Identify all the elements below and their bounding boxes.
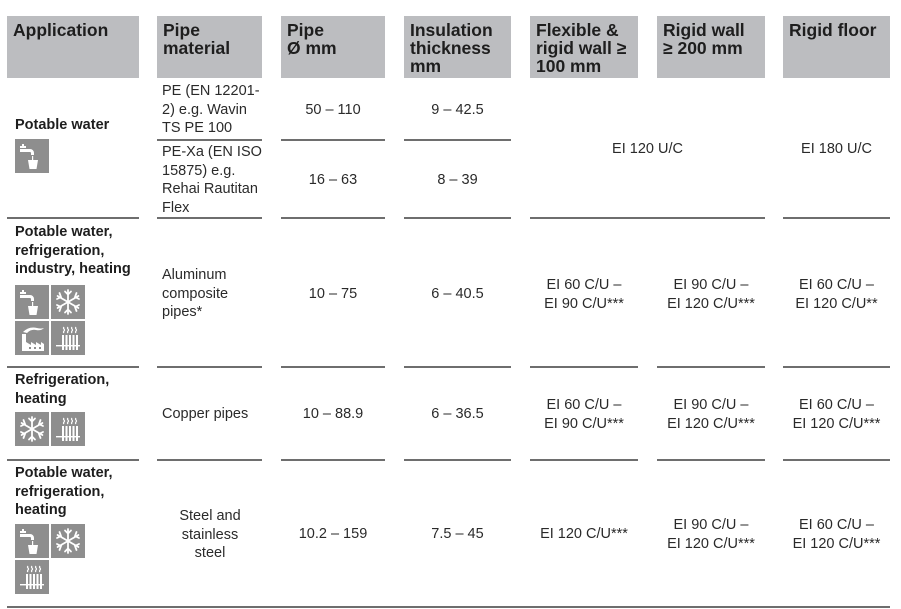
rating-line: EI 90 C/U*** xyxy=(544,295,624,312)
row-2-rigid-wall xyxy=(657,276,765,313)
row-1-wall-rating: EI 120 U/C xyxy=(612,141,683,157)
header-rigid-floor xyxy=(783,16,890,78)
row-divider xyxy=(657,366,765,368)
row-divider xyxy=(783,459,890,461)
rating-line: EI 120 C/U*** xyxy=(792,415,881,432)
row-1b-material: PE-Xa (EN ISO 15875) e.g. Rehai Rautitan Flex xyxy=(162,144,262,216)
row-2-material: Aluminum composite pipes* xyxy=(162,267,229,320)
rating-line: EI 120 C/U** xyxy=(795,295,878,312)
row-2-diameter: 10 – 75 xyxy=(308,286,358,302)
header-label: 100 mm xyxy=(536,56,602,76)
radiator-icon xyxy=(51,321,85,355)
row-4-rigid-floor xyxy=(783,516,890,553)
row-4-material: Steel and stainless steel xyxy=(179,508,241,561)
header-label: Pipe xyxy=(163,20,200,40)
rating-line: EI 60 C/U – xyxy=(546,397,622,413)
row-divider xyxy=(157,366,262,368)
header-label: thickness xyxy=(410,38,491,58)
row-1b-insulation: 8 – 39 xyxy=(437,172,478,188)
header-label: Flexible & xyxy=(536,20,619,40)
row-divider xyxy=(530,217,765,219)
row-divider xyxy=(157,217,262,219)
row-2-application xyxy=(15,223,140,355)
tap-water-icon xyxy=(15,139,49,173)
row-2-rigid-floor xyxy=(783,276,890,313)
tap-water-icon xyxy=(15,285,49,319)
row-divider xyxy=(404,217,511,219)
row-divider xyxy=(657,459,765,461)
row-3-material: Copper pipes xyxy=(162,406,249,422)
row-4-insulation: 7.5 – 45 xyxy=(431,526,484,542)
row-1a-diameter: 50 – 110 xyxy=(305,102,361,118)
rating-line: EI 60 C/U – xyxy=(799,277,874,293)
rating-line: EI 60 C/U – xyxy=(799,517,874,533)
row-4-application xyxy=(15,464,140,594)
row-divider xyxy=(281,217,385,219)
header-application xyxy=(7,16,139,78)
header-label: Pipe xyxy=(287,20,324,40)
tap-water-icon xyxy=(15,524,49,558)
application-label: Potable water xyxy=(15,117,110,133)
radiator-icon xyxy=(51,412,85,446)
header-pipe-material xyxy=(157,16,262,78)
application-label: Potable water, refrigeration, industry, heating xyxy=(15,224,131,277)
rating-line: EI 120 C/U*** xyxy=(667,295,755,312)
row-1b-diameter: 16 – 63 xyxy=(308,172,358,188)
rating-line: EI 120 C/U*** xyxy=(792,535,881,552)
row-divider xyxy=(404,459,511,461)
row-divider xyxy=(783,217,890,219)
row-3-rigid-wall xyxy=(657,396,765,433)
row-1a-material: PE (EN 12201-2) e.g. Wavin TS PE 100 xyxy=(162,83,260,136)
header-label: Insulation xyxy=(410,20,493,40)
divider xyxy=(404,139,511,141)
table-bottom-rule xyxy=(7,606,890,608)
header-rigid-wall xyxy=(657,16,765,78)
row-divider xyxy=(7,366,139,368)
snowflake-icon xyxy=(15,412,49,446)
rating-line: EI 120 C/U*** xyxy=(667,415,755,432)
row-3-diameter: 10 – 88.9 xyxy=(302,406,364,422)
rating-line: EI 120 C/U*** xyxy=(667,535,755,552)
rating-line: EI 90 C/U*** xyxy=(544,415,624,432)
header-insulation-thickness xyxy=(404,16,511,78)
row-3-insulation: 6 – 36.5 xyxy=(431,406,484,422)
header-label: Application xyxy=(13,20,109,40)
divider xyxy=(157,139,262,141)
radiator-icon xyxy=(15,560,49,594)
row-divider xyxy=(281,366,385,368)
snowflake-icon xyxy=(51,524,85,558)
header-label: ≥ 200 mm xyxy=(663,38,743,58)
row-divider xyxy=(783,366,890,368)
header-label: Rigid wall xyxy=(663,20,745,40)
factory-icon xyxy=(15,321,49,355)
rating-line: EI 90 C/U – xyxy=(673,397,749,413)
row-1-floor-rating: EI 180 U/C xyxy=(801,141,872,157)
divider xyxy=(281,139,385,141)
row-3-flexible-wall xyxy=(530,396,638,433)
header-label: rigid wall ≥ xyxy=(536,38,627,58)
application-label: Potable water, refrigeration, heating xyxy=(15,465,113,518)
header-flexible-rigid-wall xyxy=(530,16,638,78)
row-divider xyxy=(404,366,511,368)
header-label: mm xyxy=(410,56,442,76)
row-divider xyxy=(530,366,638,368)
row-2-insulation: 6 – 40.5 xyxy=(431,286,484,302)
row-divider xyxy=(281,459,385,461)
row-3-rigid-floor xyxy=(783,396,890,433)
rating-line: EI 60 C/U – xyxy=(546,277,622,293)
application-label: Refrigeration, heating xyxy=(15,372,110,407)
row-divider xyxy=(530,459,638,461)
row-2-flexible-wall xyxy=(530,276,638,313)
rating-line: EI 60 C/U – xyxy=(799,397,874,413)
row-divider xyxy=(7,217,139,219)
snowflake-icon xyxy=(51,285,85,319)
rating-line: EI 90 C/U – xyxy=(673,277,749,293)
rating-line: EI 120 C/U*** xyxy=(540,526,628,542)
header-label: Ø mm xyxy=(287,38,337,58)
row-1a-insulation: 9 – 42.5 xyxy=(431,102,484,118)
row-4-rigid-wall xyxy=(657,516,765,553)
row-4-diameter: 10.2 – 159 xyxy=(298,526,368,542)
header-label: Rigid floor xyxy=(789,20,877,40)
row-4-flexible-wall xyxy=(530,525,638,544)
header-pipe-diameter xyxy=(281,16,385,78)
row-3-application xyxy=(15,371,140,446)
header-label: material xyxy=(163,38,231,58)
row-divider xyxy=(157,459,262,461)
row-1-application xyxy=(15,116,140,173)
row-divider xyxy=(7,459,139,461)
rating-line: EI 90 C/U – xyxy=(673,517,749,533)
